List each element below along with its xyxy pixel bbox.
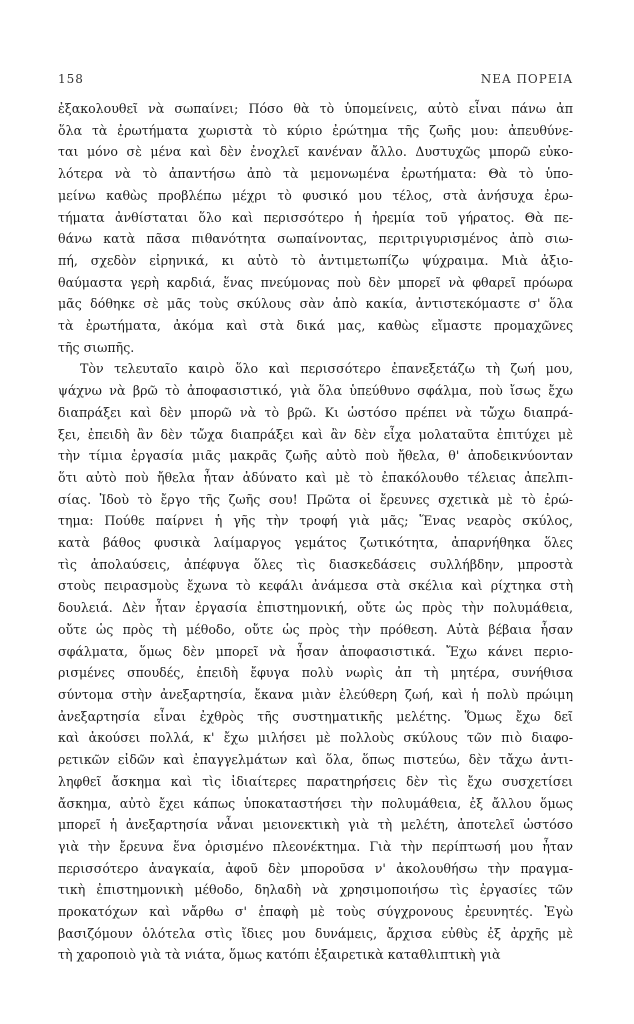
text-line: ρετικῶν εἰδῶν καὶ ἐπαγγελμάτων καὶ ὅλα, ὅπως πιστεύω, δὲν τἄχω ἀντι- [58, 752, 573, 768]
text-line: ρισμένες σπουδές, ἐπειδὴ ἔφυγα πολὺ νωρὶς ἀπ τὴ μητέρα, συνήθισα [58, 665, 573, 681]
paragraph [58, 358, 573, 966]
text-line: θάνω κατὰ πᾶσα πιθανότητα σωπαίνοντας, περιτριγυρισμένος ἀπὸ σιω- [58, 231, 573, 247]
text-line: ὅλα τὰ ἐρωτήματα χωριστὰ τὸ κύριο ἐρώτημα τῆς ζωῆς μου: ἀπευθύνε- [58, 122, 573, 138]
text-line: τήματα ἀνθίσταται ὅλο καὶ περισσότερο ἡ ἠρεμία τοῦ γήρατος. Θὰ πε- [58, 209, 573, 225]
text-line: βασιζόμουν ὁλότελα στὶς ἴδιες μου δυνάμεις, ἄρχισα εὐθὺς ἐξ ἀρχῆς μὲ [58, 925, 573, 941]
text-line: ἐξακολουθεῖ νὰ σωπαίνει; Πόσο θὰ τὸ ὑπομείνεις, αὐτὸ εἶναι πάνω ἀπ [58, 101, 573, 116]
text-line: κατὰ βάθος φυσικὰ λαίμαργος γεμάτος ζωτικότητα, ἀπαρνήθηκα ὅλες [58, 535, 573, 551]
text-line: ξει, ἐπειδὴ ἂν δὲν τὤχα διαπράξει καὶ ἂν δὲν εἶχα μολαταῦτα ἐπιτύχει μὲ [58, 426, 573, 442]
text-line: μείνω καθὼς προβλέπω μέχρι τὸ φυσικό μου τέλος, στὰ ἀνήσυχα ἐρω- [58, 187, 573, 203]
text-line: περισσότερο ἀναγκαία, ἀφοῦ δὲν μποροῦσα ν' ἀκολουθήσω τὴν πραγμα- [58, 860, 573, 876]
text-line: διαπράξει καὶ δὲν μπορῶ νὰ τὸ βρῶ. Κι ὡστόσο πρέπει νὰ τὤχω διαπρά- [58, 404, 573, 420]
text-line: δουλειά. Δὲν ἦταν ἐργασία ἐπιστημονική, οὔτε ὡς πρὸς τὴν πολυμάθεια, [58, 600, 573, 616]
text-line: τὶς ἀπολαύσεις, ἀπέφυγα ὅλες τὶς διασκεδάσεις συλλήβδην, μπροστὰ [58, 556, 573, 572]
text-line: ἄσκημα, αὐτὸ ἔχει κάπως ὑποκαταστήσει τὴν πολυμάθεια, ἐξ ἄλλου ὅμως [58, 795, 573, 811]
text-line: τὴν τίμια ἐργασία μιᾶς μακρᾶς ζωῆς αὐτὸ ποὺ ἤθελα, θ' ἀποδεικνύονταν [58, 448, 573, 464]
text-line: τὰ ἐρωτήματα, ἀκόμα καὶ στὰ δικά μας, καθὼς εἴμαστε προμαχῶνες [58, 318, 573, 334]
text-line: λότερα νὰ τὸ ἀπαντήσω ἀπὸ τὰ μεμονωμένα ἐρωτήματα: Θὰ τὸ ὑπο- [58, 166, 573, 182]
text-line: ληφθεῖ ἄσκημα καὶ τὶς ἰδιαίτερες παρατηρήσεις δὲν τὶς ἔχω συσχετίσει [58, 773, 573, 789]
journal-title: ΝΕΑ ΠΟΡΕΙΑ [480, 72, 573, 86]
text-line: πή, σχεδὸν εἰρηνικά, κι αὐτὸ τὸ ἀντιμετωπίζω ψύχραιμα. Μιὰ ἀξιο- [58, 252, 573, 268]
text-line: οὔτε ὡς πρὸς τὴ μέθοδο, οὔτε ὡς πρὸς τὴν πρόθεση. Αὐτὰ βέβαια ἦσαν [58, 621, 573, 637]
text-line: ἀνεξαρτησία εἶναι ἐχθρὸς τῆς συστηματικῆς μελέτης. Ὅμως ἔχω δεῖ [58, 708, 573, 724]
text-line: τῆς σιωπῆς. [58, 339, 135, 355]
page-number: 158 [58, 72, 84, 86]
text-line: Τὸν τελευταῖο καιρὸ ὅλο καὶ περισσότερο ἐπανεξετάζω τὴ ζωή μου, [80, 361, 573, 377]
text-line: μπορεῖ ἡ ἀνεξαρτησία νἆναι μειονεκτικὴ γιὰ τὴ μελέτη, ἀποτελεῖ ὡστόσο [58, 817, 573, 833]
text-line: καὶ ἀκούσει πολλά, κ' ἔχω μιλήσει μὲ πολλοὺς σκύλους τῶν πιὸ διαφο- [58, 730, 573, 746]
text-line: σφάλματα, ὅμως δὲν μπορεῖ νὰ ἦσαν ἀποφασιστικά. Ἔχω κάνει περιο- [58, 643, 573, 659]
text-line: στοὺς πειρασμοὺς ἔχωνα τὸ κεφάλι ἀνάμεσα στὰ σκέλια καὶ ρίχτηκα στὴ [58, 578, 573, 594]
text-line: μᾶς δόθηκε σὲ μᾶς τοὺς σκύλους σὰν ἀπὸ κακία, ἀντιστεκόμαστε σ' ὅλα [58, 296, 573, 312]
text-line: τημα: Πούθε παίρνει ἡ γῆς τὴν τροφή γιὰ μᾶς; Ἕνας νεαρὸς σκύλος, [58, 513, 573, 529]
text-line: ψάχνω νὰ βρῶ τὸ ἀποφασιστικό, γιὰ ὅλα ὑπεύθυνο σφάλμα, ποὺ ἴσως ἔχω [58, 383, 573, 399]
text-line: σίας. Ἰδοὺ τὸ ἔργο τῆς ζωῆς σου! Πρῶτα οἱ ἔρευνες σχετικὰ μὲ τὸ ἐρώ- [58, 491, 573, 507]
text-line: θαύμαστα γερὴ καρδιά, ἕνας πνεύμονας ποὺ δὲν μπορεῖ νὰ φθαρεῖ πρόωρα [58, 274, 573, 290]
text-line: ται μόνο σὲ μένα καὶ δὲν ἐνοχλεῖ κανέναν ἄλλο. Δυστυχῶς μπορῶ εὐκο- [58, 144, 573, 160]
paragraph [58, 98, 573, 358]
text-line: τικὴ ἐπιστημονικὴ μέθοδο, δηλαδὴ νὰ χρησιμοποιήσω τὶς ἐργασίες τῶν [58, 882, 573, 898]
body-text [58, 98, 573, 966]
text-line: γιὰ τὴν ἔρευνα ἕνα ὁρισμένο πλεονέκτημα. Γιὰ τὴν περίπτωσή μου ἦταν [58, 838, 573, 854]
running-head [58, 72, 573, 86]
text-line: προκατόχων καὶ νἄρθω σ' ἐπαφὴ μὲ τοὺς σύγχρονους ἐρευνητές. Ἐγὼ [58, 904, 573, 920]
text-line: ὅτι αὐτὸ ποὺ ἤθελα ἦταν ἀδύνατο καὶ μὲ τὸ ἐπακόλουθο τέλειας ἀπελπι- [58, 469, 573, 485]
text-line: τὴ χαροποιὸ γιὰ τὰ νιάτα, ὅμως κατόπι ἐξαιρετικὰ καταθλιπτικὴ γιὰ [58, 947, 501, 963]
text-line: σύντομα στὴν ἀνεξαρτησία, ἔκανα μιὰν ἐλεύθερη ζωή, καὶ ἡ πολὺ πρώιμη [58, 686, 573, 702]
